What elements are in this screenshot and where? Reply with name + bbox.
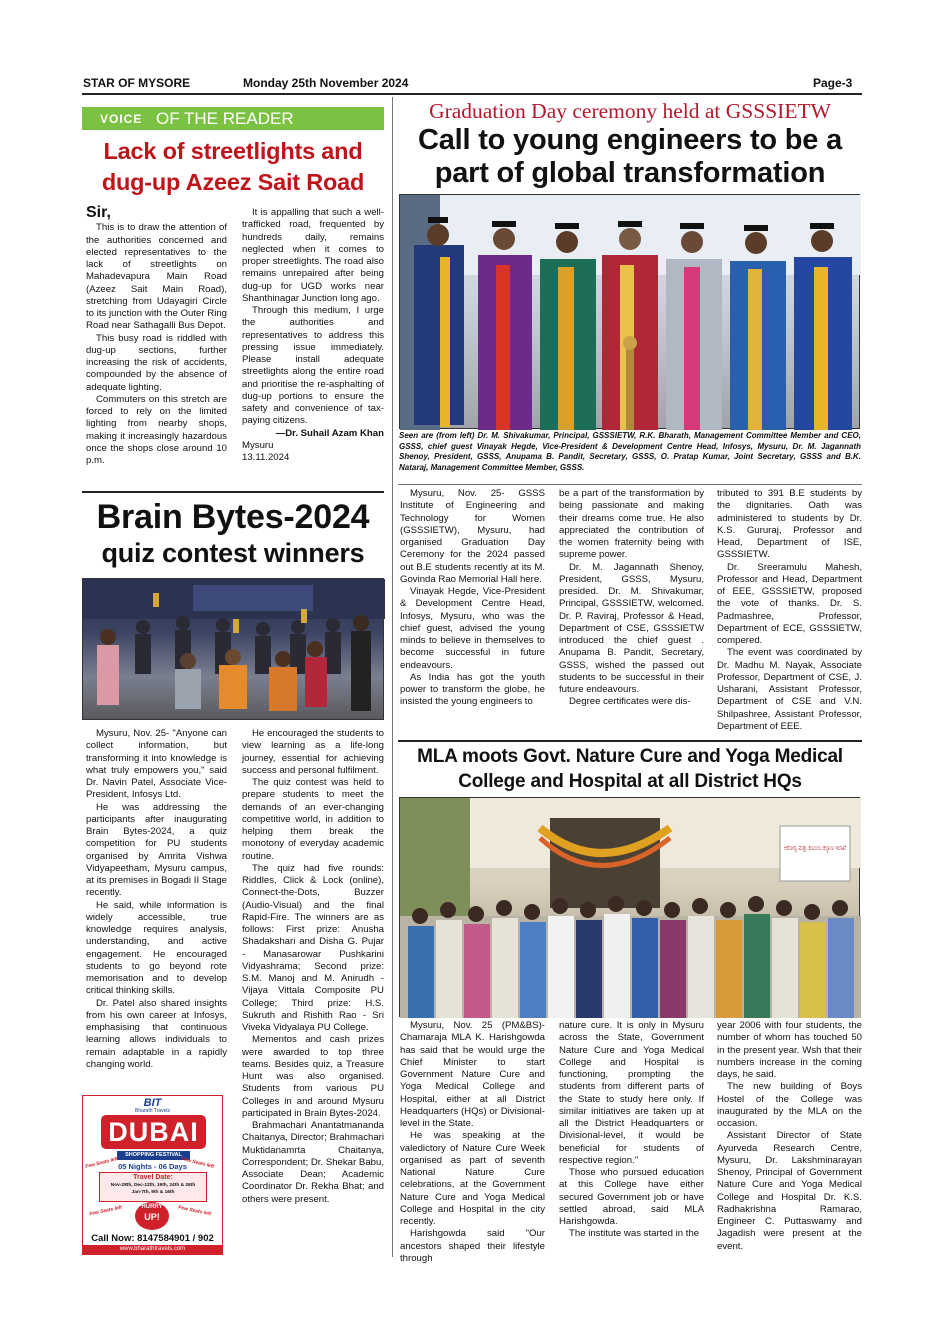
- mla-para: Harishgowda said "Our ancestors shaped their lifestyle through: [400, 1228, 545, 1264]
- reader-date: 13.11.2024: [242, 452, 290, 463]
- reader-col-2: [242, 207, 384, 464]
- grad-para: Dr. Sreeramulu Mahesh, Professor and Head, Department of EEE, GSSSIETW, proposed the vote of thanks. Dr. S. Padmashree, Professor, Department of ECE, GSSSIETW, compered.: [717, 561, 862, 646]
- ad-few-seats: Few Seats left: [177, 1204, 212, 1218]
- mla-para: The institute was started in the: [569, 1228, 700, 1240]
- paper-name: STAR OF MYSORE: [83, 76, 191, 90]
- ad-few-seats: Few Seats left: [88, 1204, 123, 1218]
- brain-para: The quiz contest was held to prepare students to meet the demands of an ever-changing competitive world, in addition to helping them break the monotony of everyday academic routine.: [242, 777, 384, 862]
- mla-para: Assistant Director of State Ayurveda Research Centre, Mysuru, Dr. Lakshminarayan Shenoy, Principal of Government Nature Cure and Yoga Medical College and Hospital Dr. K.S. Radhakrishna Ramarao, Engineer C. Puttaswamy and Jagadish were present at the event.: [717, 1130, 862, 1252]
- brain-col-1: [86, 728, 227, 1071]
- grad-kicker: Graduation Day ceremony held at GSSSIETW: [429, 99, 831, 123]
- mla-para: nature cure. It is only in Mysuru across the State, Government Nature Cure and Yoga Medical College and Hospital is functioning, prompting the students from different parts of the State to study here only. If similar initiatives are taken up at all the District Headquarters or Divisional-level, it would be beneficial for students of respective region.": [559, 1020, 704, 1166]
- brain-para: Brahmachari Anantatmananda Chaitanya, Director; Brahmachari Muktidanamrta Chaitanya, Correspondent; Dr. Shekar Babu, Associate Dean; Academic Coordinator Dr. Rekha Bhat; and others were present.: [242, 1120, 384, 1205]
- issue-date: Monday 25th November 2024: [243, 76, 409, 90]
- brain-para: He was addressing the participants after inaugurating Brain Bytes-2024, a quiz competition for PU students organised by Amrita Vishwa Vidyapeetham, Mysuru campus, at its premises in Bogadi II Stage recently.: [86, 801, 227, 899]
- reader-para: This busy road is riddled with dug-up sections, further increasing the risk of accidents, compounded by the absence of adequate lighting.: [86, 332, 227, 393]
- ad-festival: SHOPPING FESTIVAL: [117, 1151, 190, 1160]
- brain-headline-2: quiz contest winners: [101, 538, 365, 568]
- grad-col-2: [559, 488, 704, 709]
- reader-salutation: Sir,: [86, 204, 111, 221]
- ad-travel-box: [99, 1172, 207, 1202]
- ad-brand-sub: Bharath Travels: [134, 1108, 171, 1114]
- graduation-illustration: [400, 195, 861, 430]
- grad-col-3: [717, 488, 862, 733]
- grad-para: Mysuru, Nov. 25- GSSS Institute of Engineering and Technology for Women (GSSSIETW), Mysuru, had organised Graduation Day Ceremony for the 2024 passed out B.E students recently at its M. Govinda Rao Memorial Hall here.: [400, 488, 545, 585]
- ad-hurry: HURRY: [141, 1204, 163, 1210]
- grad-para: As India has got the youth power to transform the globe, he insisted the young engineers to: [400, 671, 545, 708]
- reader-para: Commuters on this stretch are forced to rely on the limited lighting from nearby shops, making it increasingly hazardous once the shops close around 10 p.m.: [86, 393, 227, 466]
- grad-col-1: [400, 488, 545, 709]
- grad-para: Degree certificates were dis-: [569, 696, 691, 708]
- grad-para: tributed to 391 B.E students by the dignitaries. Oath was administered to students by Dr. K.S. Gururaj, Professor and Head, Department of ISE, GSSSIETW.: [717, 488, 862, 561]
- ad-up: UP!: [144, 1212, 160, 1222]
- dubai-ad[interactable]: [82, 1095, 223, 1255]
- quiz-group-illustration: [83, 579, 385, 721]
- grad-para: be a part of the transformation by being passionate and making their dreams come true. He also appreciated the contribution of the women fraternity being with supreme power.: [559, 488, 704, 561]
- ad-duration: 05 Nights - 06 Days: [118, 1162, 187, 1171]
- ad-title: DUBAI: [101, 1115, 206, 1149]
- section-divider: [82, 491, 384, 493]
- hospital-signboard: ಆರೋಗ್ಯ ಮತ್ತು ಕುಟುಂಬ ಕಲ್ಯಾಣ ಇಲಾಖೆ: [784, 844, 879, 852]
- ad-hurry-badge: [135, 1202, 169, 1230]
- mla-col-1: [400, 1020, 545, 1265]
- brain-para: He said, while information is widely accessible, true knowledge requires analysis, understanding, and active engagement. He encouraged students to go beyond rote memorisation and to develop critical thinking skills.: [86, 899, 227, 997]
- mla-para: He was speaking at the valedictory of Nature Cure Week organised as part of seventh National Nature Cure celebrations, at the Government Nature Cure and Yoga Medical College and Hospital in the city recently.: [400, 1130, 545, 1227]
- reader-para: It is appalling that such a well-trafficked road, frequented by hundreds daily, remains neglected when it comes to proper streetlights. The road also remains unrepaired after being dug-up for UGD works near Shanthinagar Junction long ago.: [242, 207, 384, 304]
- reader-headline: Lack of streetlights and dug-up Azeez Sait Road: [101, 138, 365, 195]
- reader-para: Through this medium, I urge the authorities and representatives to address this pressing issue immediately. Please install adequate streetlights along the entire road and prioritise the re-asphalting of dug-up portions to ensure the safety and convenience of tax-paying citizens.: [242, 305, 384, 427]
- graduation-photo: [399, 194, 860, 429]
- mla-headline: MLA moots Govt. Nature Cure and Yoga Medical College and Hospital at all District HQs: [417, 746, 843, 792]
- masthead-rule: [82, 93, 862, 95]
- grad-para: Dr. M. Jagannath Shenoy, President, GSSS, Mysuru, presided. Dr. M. Shivakumar, Principal, GSSSIETW, welcomed. Dr. P. Raviraj, Professor & Head, Department of CSE, GSSSIETW introduced the chief guest . Anupama B. Pandit, Secretary, GSSS, wished the passed out students to be successful in their future endeavours.: [559, 561, 704, 695]
- quiz-winners-photo: [82, 578, 384, 720]
- reader-place: Mysuru: [242, 439, 274, 451]
- ad-website[interactable]: www.bharathtravels.com: [83, 1245, 222, 1254]
- reader-para: This is to draw the attention of the authorities concerned and elected representatives to the lack of streetlights on Mahadevapura Main Road (Azeez Sait Main Road), stretching from Udayagiri Circle to its junction with the Outer Ring Road near Sathagalli Bus Depot.: [86, 222, 227, 332]
- page-number: Page-3: [813, 76, 853, 90]
- mla-para: The new building of Boys Hostel of the College was inaugurated by the MLA on the occasion.: [717, 1081, 862, 1129]
- ad-brand: BIT: [143, 1097, 162, 1109]
- ad-dates-2: Jan-7th, 9th & 16th: [131, 1190, 175, 1195]
- brain-para: The quiz had five rounds: Riddles, Click & Lock (online), Connect-the-Dots, Buzzer (Audio-Visual) and the final Rapid-Fire. The winners are as follows: First prize: Anusha Shadakshari and Disha G. Pujar - Manasarowar Pushkarini Vidyashrama; Second prize: S.M. Manoj and M. Anirudh - Vijaya Vittala Composite PU College; Third prize: H.S. Sukruth and Rishith Rao - Sri Viveka Vidyalaya PU College.: [242, 862, 384, 1033]
- brain-headline-1: Brain Bytes-2024: [96, 498, 370, 536]
- voice-banner: [82, 107, 384, 130]
- brain-para: Mementos and cash prizes were awarded to top three teams. Besides quiz, a Treasure Hunt was also organised. Students from various PU Colleges in and around Mysuru participated in Brain Bytes-2024.: [242, 1034, 384, 1119]
- reader-tag: OF THE READER: [156, 109, 294, 128]
- mla-para: Mysuru, Nov. 25 (PM&BS)- Chamaraja MLA K. Harishgowda has said that he would urge the Chief Minister to start Government Nature Cure and Yoga Medical College and Hospital, either at all District Headquarters (HQs) or Divisional-level in the State.: [400, 1020, 545, 1129]
- mla-para: Those who pursued education at this College have either secured Government job or have settled abroad, said MLA Harishgowda.: [559, 1167, 704, 1227]
- ad-few-seats: Few Seats left: [180, 1156, 215, 1170]
- brain-col-2: [242, 728, 384, 1206]
- mla-col-2: [559, 1020, 704, 1241]
- grad-para: The event was coordinated by Dr. Madhu M. Nayak, Associate Professor, Department of CSE, J. Usharani, Assistant Professor, Department of CSE and V.N. Shilpashree, Assistant Professor, Department of EEE.: [717, 647, 862, 732]
- brain-para: Mysuru, Nov. 25- "Anyone can collect information, but transforming it into knowledge is what truly empowers you," said Dr. Navin Patel, Associate Vice-President, Infosys Ltd.: [86, 728, 227, 801]
- column-divider: [392, 97, 393, 1257]
- reader-signature: —Dr. Suhail Azam Khan: [275, 427, 384, 439]
- reader-col-1: [86, 204, 227, 467]
- ad-few-seats: Few Seats left: [84, 1156, 119, 1170]
- section-divider: [398, 740, 862, 742]
- ad-phone[interactable]: Call Now: 8147584901 / 902: [83, 1232, 222, 1245]
- nature-cure-illustration: [400, 798, 879, 1018]
- voice-tag: VOICE: [100, 112, 143, 126]
- mla-col-3: [717, 1020, 862, 1253]
- ad-dates-1: Nov-28th, Dec-12th, 19th, 24th & 26th: [110, 1183, 196, 1188]
- caption-rule: [398, 484, 862, 485]
- grad-para: Vinayak Hegde, Vice-President & Development Centre Head, Infosys, Mysuru, who was the chief guest, advised the young minds to believe in themselves to become successful in future endeavours.: [400, 586, 545, 671]
- nature-cure-photo: [399, 797, 879, 1017]
- mla-para: year 2006 with four students, the number of whom has touched 50 in the present year. Wsh that their numbers increase in the coming days, he said.: [717, 1020, 862, 1080]
- grad-headline: Call to young engineers to be a part of global transformation: [417, 124, 843, 189]
- ad-travel-label: Travel Date:: [133, 1174, 173, 1181]
- brain-para: Dr. Patel also shared insights from his own career at Infosys, emphasising that continuous learning allows individuals to remain adaptable in a rapidly changing world.: [86, 997, 227, 1070]
- graduation-caption: Seen are (from left) Dr. M. Shivakumar, Principal, GSSSIETW, R.K. Bharath, Management Committee Member and CEO, GSSS, chief guest Vinayak Hegde, Vice-President & Development Centre Head, Infosys, Mysuru, Dr. M. Jagannath Shenoy, President, GSSS, Anupama B. Pandit, Secretary, GSSS, O. Pratap Kumar, Joint Secretary, GSSS and B.K. Nataraj, Management Committee Member, GSSS.: [399, 431, 861, 472]
- brain-para: He encouraged the students to view learning as a life-long journey, essential for achieving success and personal fulfilment.: [242, 728, 384, 776]
